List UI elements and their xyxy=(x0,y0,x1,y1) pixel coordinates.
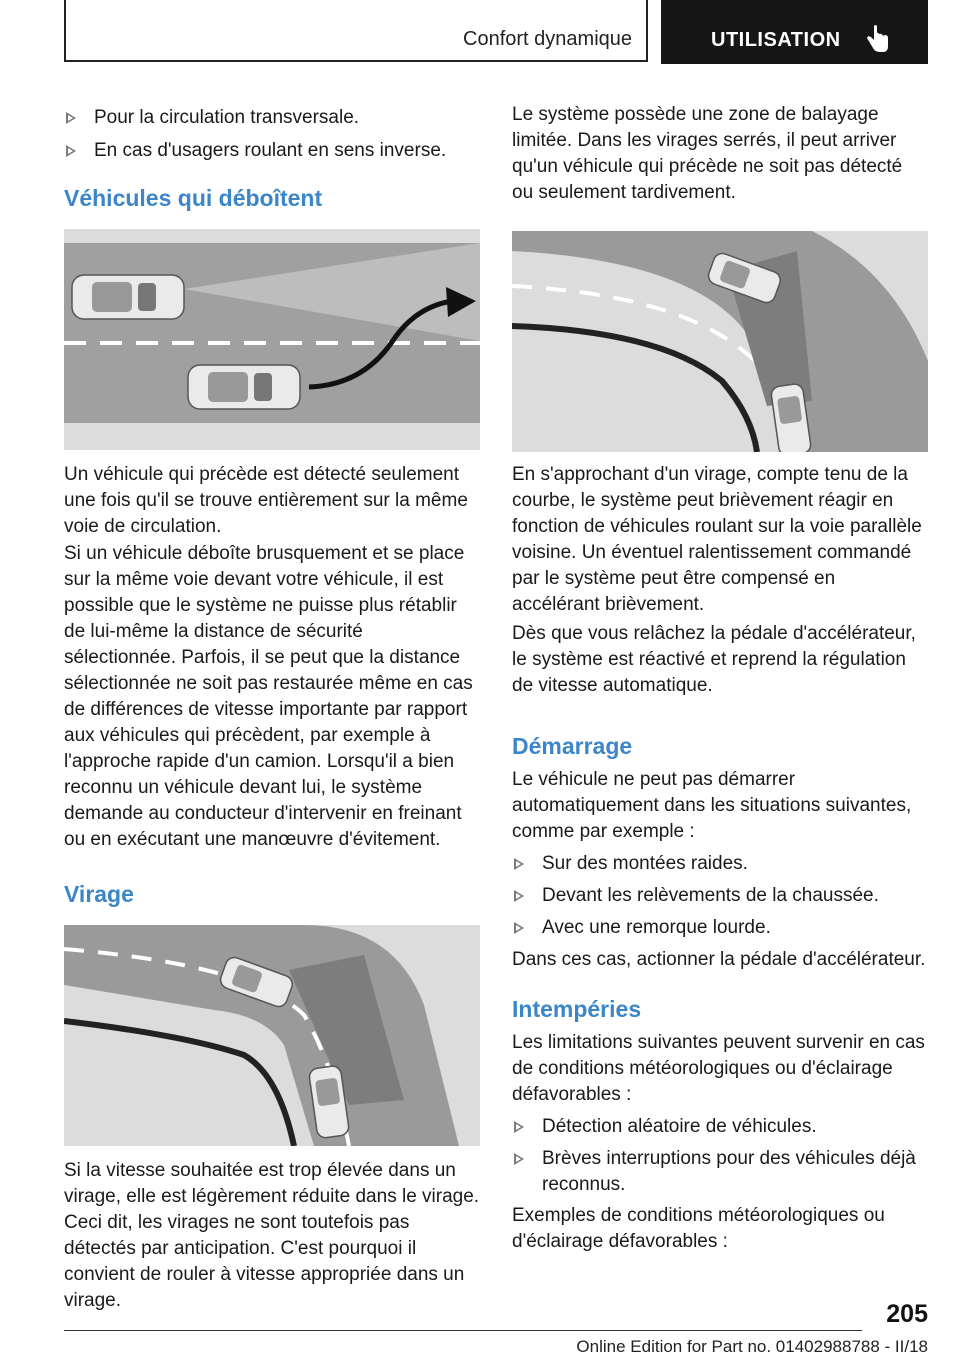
paragraph: En s'approchant d'un virage, compte tenu de la courbe, le système peut brièvement réagir en fonction de véhicules roulant sur la voie parallèle voisine. Un éventuel ralentissement commandé par le système peut être compensé en accélérant brièvement. xyxy=(512,464,922,615)
hand-pointer-icon xyxy=(861,24,891,54)
page-header xyxy=(64,0,928,64)
section-tab xyxy=(64,0,648,62)
section-heading: Démarrage xyxy=(512,733,633,759)
paragraph: Dès que vous relâchez la pédale d'accélérateur, le système est réactivé et reprend la régulation de vitesse automatique. xyxy=(512,623,916,696)
section-title: Confort dynamique xyxy=(463,28,632,50)
illustration-cut-in xyxy=(64,229,480,450)
figure-vehicle-cut-in xyxy=(64,229,480,450)
paragraph: Dans ces cas, actionner la pédale d'accélérateur. xyxy=(512,949,926,970)
bullet-triangle-icon xyxy=(514,1121,524,1133)
illustration-curve xyxy=(64,925,480,1146)
edition-note: Online Edition for Part no. 01402988788 - II/18 xyxy=(576,1337,928,1356)
paragraph: Si un véhicule déboîte brusquement et se place sur la même voie devant votre véhicule, il est possible que le système ne puisse plus rétablir de lui-même la distance de sécurité sélectionnée. Parfois, il se peut que la distance sélectionnée ne soit pas restaurée même en cas de différences de vitesse importante par rapport aux véhicules qui précèdent, par exemple à l'approche rapide d'un camion. Lorsqu'il a bien reconnu un véhicule devant lui, le système demande au conducteur d'intervenir en freinant ou en exécutant une manœuvre d'évitement. xyxy=(64,543,473,850)
figure-curve xyxy=(64,925,480,1146)
paragraph: Le système possède une zone de balayage limitée. Dans les virages serrés, il peut arriver qu'un véhicule qui précède ne soit pas détecté ou seulement tardivement. xyxy=(512,104,903,203)
bullet-triangle-icon xyxy=(514,1153,524,1165)
paragraph: Un véhicule qui précède est détecté seulement une fois qu'il se trouve entièrement sur la même voie de circulation. xyxy=(64,464,468,537)
footer-divider xyxy=(64,1330,862,1331)
section-heading: Virage xyxy=(64,881,134,907)
page-number: 205 xyxy=(886,1300,928,1328)
paragraph: Exemples de conditions météorologiques ou d'éclairage défavorables : xyxy=(512,1205,885,1252)
paragraph: Les limitations suivantes peuvent survenir en cas de conditions météorologiques ou d'éclairage défavorables : xyxy=(512,1032,925,1105)
bullet-triangle-icon xyxy=(66,112,76,124)
bullet-triangle-icon xyxy=(514,858,524,870)
bullet-triangle-icon xyxy=(514,890,524,902)
section-heading: Intempéries xyxy=(512,996,642,1022)
bullet-triangle-icon xyxy=(66,145,76,157)
chapter-tab xyxy=(661,0,928,64)
illustration-tight-curve xyxy=(512,231,928,452)
paragraph: Si la vitesse souhaitée est trop élevée dans un virage, elle est légèrement réduite dans le virage. Ceci dit, les virages ne sont toutefois pas détectés par anticipation. C'est pourquoi il convient de rouler à vitesse appropriée dans un virage. xyxy=(64,1160,480,1311)
paragraph: Le véhicule ne peut pas démarrer automatiquement dans les situations suivantes, comme par exemple : xyxy=(512,769,912,842)
section-heading: Véhicules qui déboîtent xyxy=(64,185,323,211)
bullet-triangle-icon xyxy=(514,922,524,934)
figure-tight-curve xyxy=(512,231,928,452)
chapter-title: UTILISATION xyxy=(711,29,841,51)
